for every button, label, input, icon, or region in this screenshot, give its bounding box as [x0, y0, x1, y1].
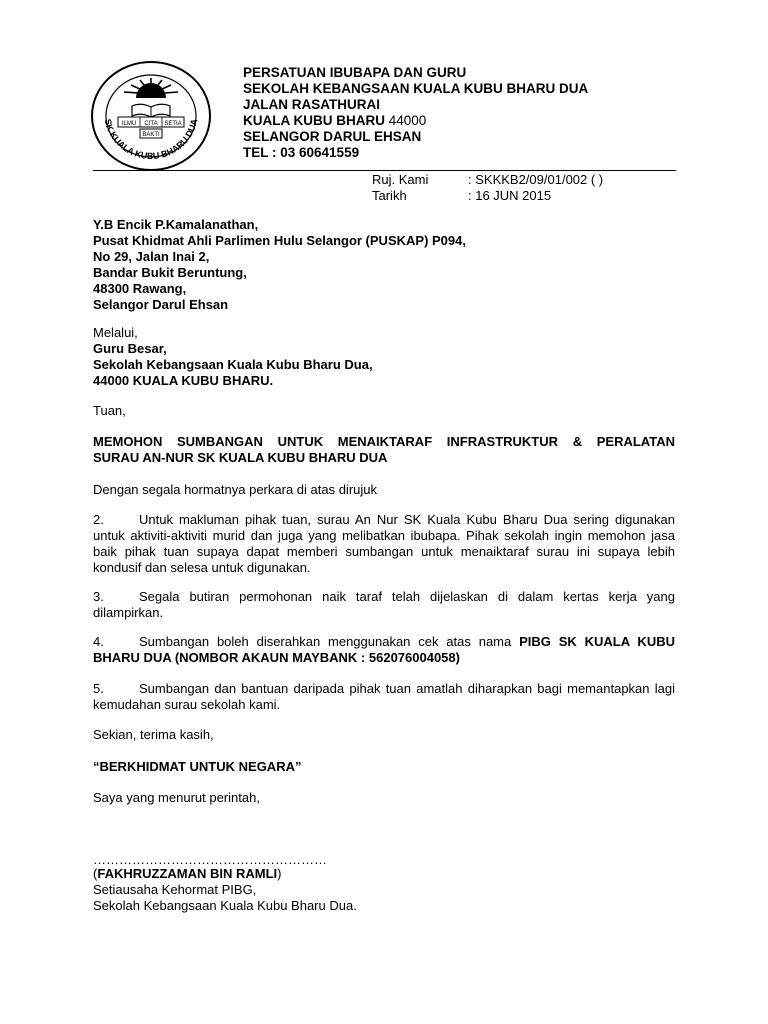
school-crest-logo [90, 60, 212, 172]
closing-motto: “BERKHIDMAT UNTUK NEGARA” [93, 759, 302, 774]
paragraph-number: 4. [93, 634, 104, 649]
date-value: : 16 JUN 2015 [468, 188, 552, 203]
ref-label: Ruj. Kami [372, 172, 429, 187]
signatory-title: Setiausaha Kehormat PIBG, [93, 882, 257, 897]
address-town: KUALA KUBU BHARU 44000 [243, 113, 427, 128]
signatory-name: (FAKHRUZZAMAN BIN RAMLI) [93, 866, 282, 881]
opening-line: Dengan segala hormatnya perkara di atas dirujuk [93, 482, 378, 497]
motto-left-text: ILMU [121, 121, 137, 127]
paragraph-text: Untuk makluman pihak tuan, surau An Nur SK Kuala Kubu Bharu Dua sering digunakan untuk aktiviti-aktiviti murid dan juga yang melibatkan ibubapa. Pihak sekolah ingin memohon jasa baik pihak tuan supaya dapat memberi sumbangan untuk menaiktaraf surau ini supaya lebih kondusif dan selesa untuk digunakan. [93, 512, 675, 575]
telephone: TEL : 03 60641559 [243, 145, 360, 160]
paragraph-text: Sumbangan dan bantuan daripada pihak tuan amatlah diharapkan bagi memantapkan lagi kemudahan surau sekolah kami. [93, 681, 675, 712]
recipient-line: Bandar Bukit Beruntung, [93, 265, 247, 280]
paragraph-number: 2. [93, 512, 104, 527]
date-label: Tarikh [372, 188, 407, 203]
via-line: 44000 KUALA KUBU BHARU. [93, 373, 274, 388]
salutation: Tuan, [93, 403, 126, 418]
motto-bottom-text: BAKTI [142, 132, 160, 138]
subject-line-1: MEMOHON SUMBANGAN UNTUK MENAIKTARAF INFRASTRUKTUR & PERALATAN [93, 434, 675, 449]
paragraph-5 [93, 681, 675, 713]
via-line: Sekolah Kebangsaan Kuala Kubu Bharu Dua, [93, 357, 373, 372]
signatory-school: Sekolah Kebangsaan Kuala Kubu Bharu Dua. [93, 898, 357, 913]
address-postcode: 44000 [388, 113, 427, 128]
subject [93, 434, 675, 466]
paragraph-3 [93, 589, 675, 621]
paragraph-4 [93, 634, 675, 666]
closing-yours: Saya yang menurut perintah, [93, 790, 260, 805]
recipient-line: Y.B Encik P.Kamalanathan, [93, 217, 259, 232]
account-details: PIBG SK KUALA KUBU BHARU DUA (NOMBOR AKAUN MAYBANK : 562076004058) [93, 634, 675, 665]
paragraph-number: 5. [93, 681, 104, 696]
via-label: Melalui, [93, 325, 138, 340]
via-block [93, 325, 675, 389]
motto-mid-text: CITA [144, 121, 158, 127]
motto-right-text: SETIA [164, 121, 182, 127]
recipient-line: Pusat Khidmat Ahli Parlimen Hulu Selangor (PUSKAP) P094, [93, 233, 466, 248]
paragraph-text: Segala butiran permohonan naik taraf telah dijelaskan di dalam kertas kerja yang dilampirkan. [93, 589, 675, 620]
org-name: PERSATUAN IBUBAPA DAN GURU [243, 65, 467, 80]
paragraph-text: Sumbangan boleh diserahkan menggunakan cek atas nama [139, 634, 520, 649]
signature-line: ……………………………………………… [93, 852, 327, 867]
header-divider [93, 170, 676, 171]
recipient-line: No 29, Jalan Inai 2, [93, 249, 210, 264]
reference-block [372, 172, 603, 204]
ref-value: : SKKKB2/09/01/002 ( ) [468, 172, 604, 187]
address-state: SELANGOR DARUL EHSAN [243, 129, 422, 144]
ring-text: SK KUALA KUBU BHARU DUA [102, 117, 200, 162]
address-street: JALAN RASATHURAI [243, 97, 380, 112]
subject-line-2: SURAU AN-NUR SK KUALA KUBU BHARU DUA [93, 450, 388, 465]
school-name: SEKOLAH KEBANGSAAN KUALA KUBU BHARU DUA [243, 81, 589, 96]
paragraph-2 [93, 512, 675, 576]
closing-thanks: Sekian, terima kasih, [93, 727, 214, 742]
recipient-line: 48300 Rawang, [93, 281, 187, 296]
recipient-address [93, 217, 675, 313]
recipient-line: Selangor Darul Ehsan [93, 297, 229, 312]
via-line: Guru Besar, [93, 341, 167, 356]
paragraph-number: 3. [93, 589, 104, 604]
letterhead [243, 65, 588, 161]
